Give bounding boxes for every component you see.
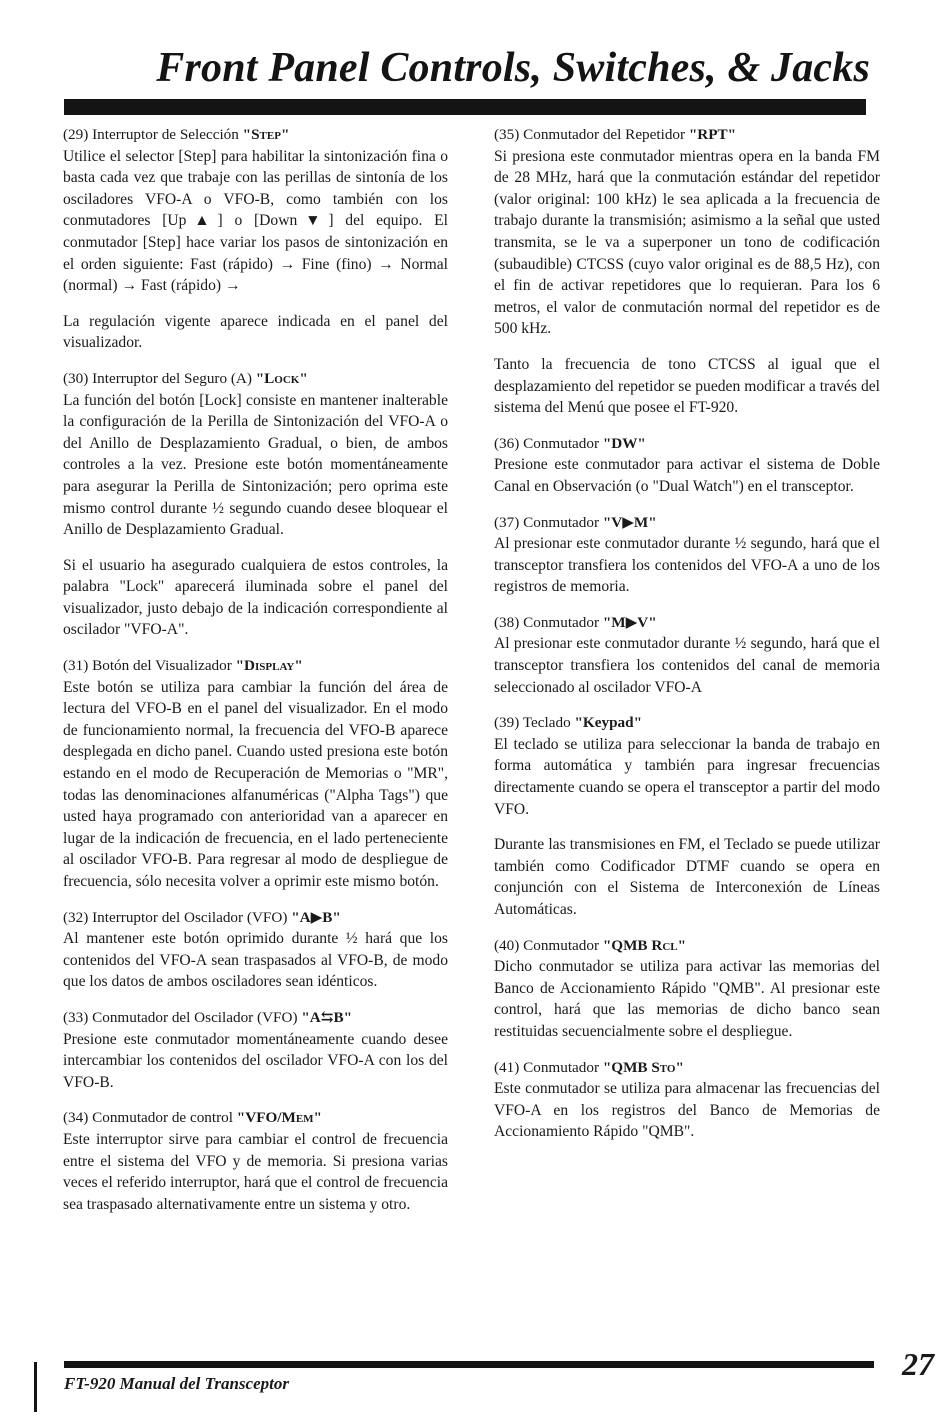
footer-left-rule <box>34 1362 37 1412</box>
section-32 <box>63 907 448 993</box>
section-38 <box>494 612 880 698</box>
paragraph: Presione este conmutador momentáneamente cuando desee intercambiar los contenidos del oscilador VFO-A con los del VFO-B. <box>63 1030 448 1091</box>
paragraph: Presione este conmutador para activar el sistema de Doble Canal en Observación (o "Dual Watch") en el transceptor. <box>494 456 880 495</box>
paragraph: Dicho conmutador se utiliza para activar las memorias del Banco de Accionamiento Rápido "QMB". Al presionar este control, hará que las memorias de dicho banco sean restituidas secuencialmente sobre el despliegue. <box>494 958 880 1040</box>
section-heading: (40) Conmutador "QMB Rcl" <box>494 936 687 954</box>
paragraph: Durante las transmisiones en FM, el Teclado se puede utilizar también como Codificador DTMF cuando se opera en conjunción con el Sistema de Interconexión de Líneas Automáticas. <box>494 836 880 918</box>
section-39 <box>494 712 880 920</box>
paragraph: La función del botón [Lock] consiste en mantener inalterable la configuración de la Perilla de Sintonización del VFO-A o del Anillo de Desplazamiento Gradual, o bien, de ambos controles a la vez. Presione este botón momentáneamente para asegurar la Perilla de Sintonización; pero oprima este mismo control durante ½ segundo cuando desee bloquear el Anillo de Desplazamiento Gradual. <box>63 391 448 539</box>
section-40 <box>494 935 880 1043</box>
section-heading: (41) Conmutador "QMB Sto" <box>494 1058 684 1076</box>
paragraph: Al mantener este botón oprimido durante ½ hará que los contenidos del VFO-A sean traspasados al VFO-B, de modo que los datos de ambos osciladores sean idénticos. <box>63 930 448 991</box>
page-title: Front Panel Controls, Switches, & Jacks <box>156 45 870 91</box>
title-rule <box>64 99 866 115</box>
section-41 <box>494 1057 880 1143</box>
left-column <box>63 124 448 1229</box>
section-30 <box>63 368 448 641</box>
section-heading: (35) Conmutador del Repetidor "RPT" <box>494 126 737 143</box>
paragraph: Este interruptor sirve para cambiar el control de frecuencia entre el sistema del VFO y de memoria. Si presiona varias veces el referido interruptor, hará que el control de frecuencia sea traspasado alternativamente entre un sistema y otro. <box>63 1130 448 1213</box>
section-heading: (38) Conmutador "M▶V" <box>494 613 657 631</box>
section-34 <box>63 1107 448 1215</box>
paragraph: Utilice el selector [Step] para habilitar la sintonización fina o basta cada vez que trabaje con las perillas de sintonía de los osciladores VFO-A o VFO-B, como también con los conmutadores [Up▲] o [Down▼] del equipo. El conmutador [Step] hace variar los pasos de sintonización en el orden siguiente: Fast (rápido) → Fine (fino) → Normal (normal) → Fast (rápido) → <box>63 147 448 295</box>
section-heading: (31) Botón del Visualizador "Display" <box>63 657 303 675</box>
right-column <box>494 124 880 1157</box>
paragraph: Tanto la frecuencia de tono CTCSS al igual que el desplazamiento del repetidor se pueden modificar a través del sistema del Menú que posee el FT-920. <box>494 355 880 417</box>
section-35 <box>494 124 880 419</box>
footer-rule <box>64 1361 874 1368</box>
paragraph: Este conmutador se utiliza para almacenar las frecuencias del VFO-A en los registros del Banco de Memorias de Accionamiento Rápido "QMB". <box>494 1080 880 1141</box>
section-heading: (36) Conmutador "DW" <box>494 434 646 452</box>
section-heading: (34) Conmutador de control "VFO/Mem" <box>63 1109 322 1127</box>
paragraph: Si el usuario ha asegurado cualquiera de estos controles, la palabra "Lock" aparecerá iluminada sobre el panel del visualizador, justo debajo de la indicación correspondiente al oscilador "VFO-A". <box>63 556 448 639</box>
paragraph: Este botón se utiliza para cambiar la función del área de lectura del VFO-B en el panel del visualizador. En el modo de funcionamiento normal, la frecuencia del VFO-B aparece desplegada en dicho panel. Cuando usted presiona este botón estando en el modo de Recuperación de Memorias o "MR", todas las denominaciones alfanuméricas ("Alpha Tags") que usted haya programado con anterioridad van a aparecer en lugar de la indicación de frecuencia, en el lado perteneciente al oscilador VFO-B. Para regresar al modo de despliegue de frecuencia, sólo necesita volver a oprimir este mismo botón. <box>63 678 448 890</box>
paragraph: Al presionar este conmutador durante ½ segundo, hará que el transceptor transfiera los contenidos del VFO-A a uno de los registros de memoria. <box>494 535 880 596</box>
paragraph: Si presiona este conmutador mientras opera en la banda FM de 28 MHz, hará que la conmutación estándar del repetidor (valor original: 100 kHz) le sea aplicada a la frecuencia de trabajo durante la transmisión; asimismo a la señal que usted transmita, se le va a superponer un tono de codificación (subaudible) CTCSS (cuyo valor original es de 88,5 Hz), con el fin de activar repetidores que lo requieran. Para los 6 metros, el valor de conmutación normal del repetidor es de 500 kHz. <box>494 147 880 338</box>
section-heading: (39) Teclado "Keypad" <box>494 714 642 732</box>
footer-manual-title: FT-920 Manual del Transceptor <box>64 1374 289 1393</box>
paragraph: La regulación vigente aparece indicada en el panel del visualizador. <box>63 312 448 352</box>
section-heading: (33) Conmutador del Oscilador (VFO) "A⇆B" <box>63 1008 353 1026</box>
section-heading: (29) Interruptor de Selección "Step" <box>63 126 290 143</box>
section-31 <box>63 655 448 893</box>
section-37 <box>494 512 880 598</box>
section-heading: (32) Interruptor del Oscilador (VFO) "A▶B" <box>63 908 341 926</box>
paragraph: Al presionar este conmutador durante ½ segundo, hará que el transceptor transfiera los contenidos del canal de memoria seleccionado al oscilador VFO-A <box>494 635 880 696</box>
section-33 <box>63 1007 448 1093</box>
paragraph: El teclado se utiliza para seleccionar la banda de trabajo en forma automática y también para ingresar frecuencias directamente cuando se opera el transceptor a partir del modo VFO. <box>494 735 880 818</box>
section-36 <box>494 433 880 498</box>
section-29 <box>63 124 448 354</box>
section-heading: (37) Conmutador "V▶M" <box>494 513 657 531</box>
page-number: 27 <box>902 1346 934 1382</box>
section-heading: (30) Interruptor del Seguro (A) "Lock" <box>63 369 308 387</box>
